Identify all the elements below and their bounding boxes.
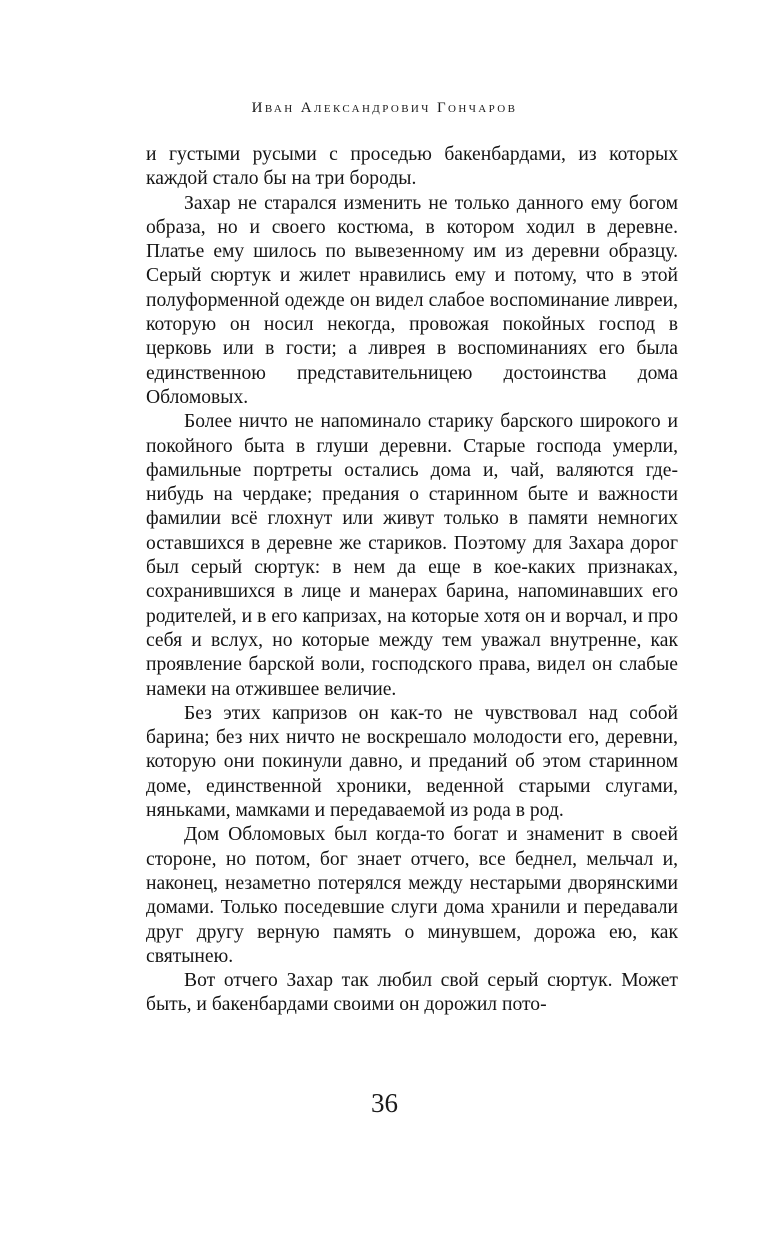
paragraph: Более ничто не напоминало старику барского широкого и покойного быта в глуши деревни. Старые господа умерли, фамильные портреты остались дома и, чай, валяются где-нибудь на чердаке; предания о старинном быте и важности фамилии всё глохнут или живут только в памяти немногих оставшихся в деревне же стариков. Поэтому для Захара дорог был серый сюртук: в нем да еще в кое-каких признаках, сохранившихся в лице и манерах барина, напоминавших его родителей, и в его капризах, на которые хотя он и ворчал, и про себя и вслух, но которые между тем уважал внутренне, как проявление барской воли, господского права, видел он слабые намеки на отжившее величие. bbox=[146, 411, 678, 700]
body-text bbox=[146, 143, 678, 1018]
paragraph: Без этих капризов он как-то не чувствовал над собой барина; без них ничто не воскрешало молодости его, деревни, которую они покинули давно, и преданий об этом старинном доме, единственной хроники, веденной старыми слугами, няньками, мамками и передаваемой из рода в род. bbox=[146, 702, 678, 822]
paragraph: Вот отчего Захар так любил свой серый сюртук. Может быть, и бакенбардами своими он дорожил пото- bbox=[146, 970, 678, 1016]
paragraph: и густыми русыми с проседью бакенбардами, из которых каждой стало бы на три бороды. bbox=[146, 144, 678, 190]
running-head: Иван Александрович Гончаров bbox=[251, 100, 518, 116]
paragraph: Дом Обломовых был когда-то богат и знаменит в своей стороне, но потом, бог знает отчего, все беднел, мельчал и, наконец, незаметно потерялся между нестарыми дворянскими домами. Только поседевшие слуги дома хранили и передавали друг другу верную память о минувшем, дорожа ею, как святынею. bbox=[146, 824, 678, 967]
paragraph: Захар не старался изменить не только данного ему богом образа, но и своего костюма, в котором ходил в деревне. Платье ему шилось по вывезенному им из деревни образцу. Серый сюртук и жилет нравились ему и потому, что в этой полуформенной одежде он видел слабое воспоминание ливреи, которую он носил некогда, провожая покойных господ в церковь или в гости; а ливрея в воспоминаниях его была единственною представительницею достоинства дома Обломовых. bbox=[146, 192, 678, 408]
page-number: 36 bbox=[371, 1088, 398, 1118]
